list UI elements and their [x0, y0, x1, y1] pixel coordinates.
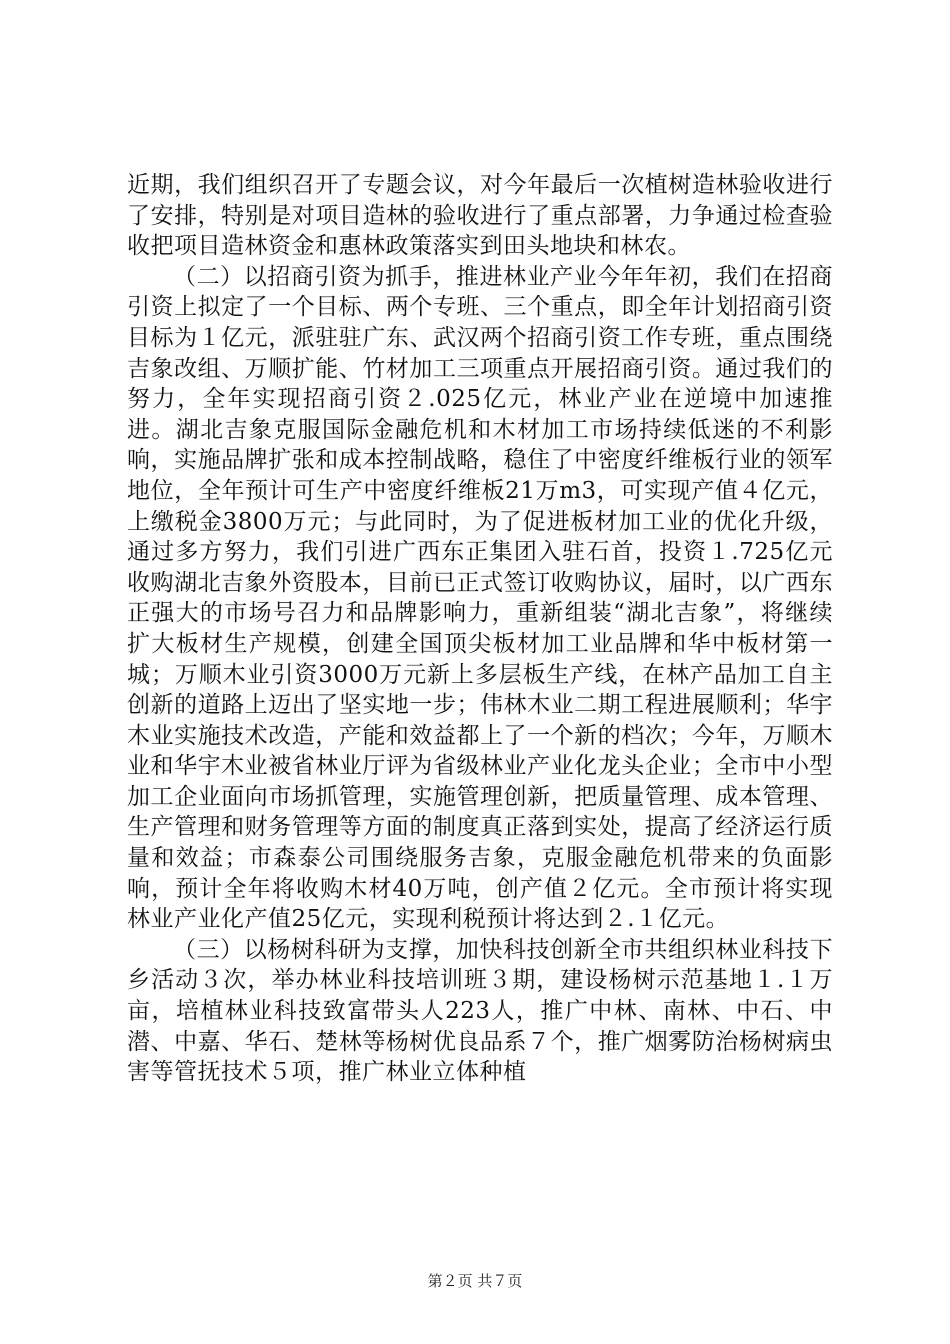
paragraph-2: （二）以招商引资为抓手，推进林业产业今年年初，我们在招商引资上拟定了一个目标、两个专班、三个重点，即全年计划招商引资目标为１亿元，派驻驻广东、武汉两个招商引资工作专班，重点围绕吉象改组、万顺扩能、竹材加工三项重点开展招商引资。通过我们的努力，全年实现招商引资２.025亿元，林业产业在逆境中加速推进。湖北吉象克服国际金融危机和木材加工市场持续低迷的不利影响，实施品牌扩张和成本控制战略，稳住了中密度纤维板行业的领军地位，全年预计可生产中密度纤维板21万m3，可实现产值４亿元，上缴税金3800万元；与此同时，为了促进板材加工业的优化升级，通过多方努力，我们引进广西东正集团入驻石首，投资１.725亿元收购湖北吉象外资股本，目前已正式签订收购协议，届时，以广西东正强大的市场号召力和品牌影响力，重新组装“湖北吉象”，将继续扩大板材生产规模，创建全国顶尖板材加工业品牌和华中板材第一城；万顺木业引资3000万元新上多层板生产线，在林产品加工自主创新的道路上迈出了坚实地一步；伟林木业二期工程进展顺利；华宇木业实施技术改造，产能和效益都上了一个新的档次；今年，万顺木业和华宇木业被省林业厅评为省级林业产业化龙头企业；全市中小型加工企业面向市场抓管理，实施管理创新，把质量管理、成本管理、生产管理和财务管理等方面的制度真正落到实处，提高了经济运行质量和效益；市森泰公司围绕服务吉象，克服金融危机带来的负面影响，预计全年将收购木材40万吨，创产值２亿元。全市预计将实现林业产业化产值25亿元，实现利税预计将达到２.１亿元。 — [127, 263, 833, 933]
paragraph-3: （三）以杨树科研为支撑，加快科技创新全市共组织林业科技下乡活动３次，举办林业科技培训班３期，建设杨树示范基地１.１万亩，培植林业科技致富带头人223人，推广中林、南林、中石、中潜、中嘉、华石、楚林等杨树优良品系７个，推广烟雾防治杨树病虫害等管抚技术５项，推广林业立体种植 — [127, 936, 833, 1086]
page-number-footer: 第２页 共７页 — [427, 1272, 523, 1290]
paragraph-1: 近期，我们组织召开了专题会议，对今年最后一次植树造林验收进行了安排，特别是对项目造林的验收进行了重点部署，力争通过检查验收把项目造林资金和惠林政策落实到田头地块和林农。 — [127, 172, 833, 260]
document-body — [127, 170, 833, 1088]
